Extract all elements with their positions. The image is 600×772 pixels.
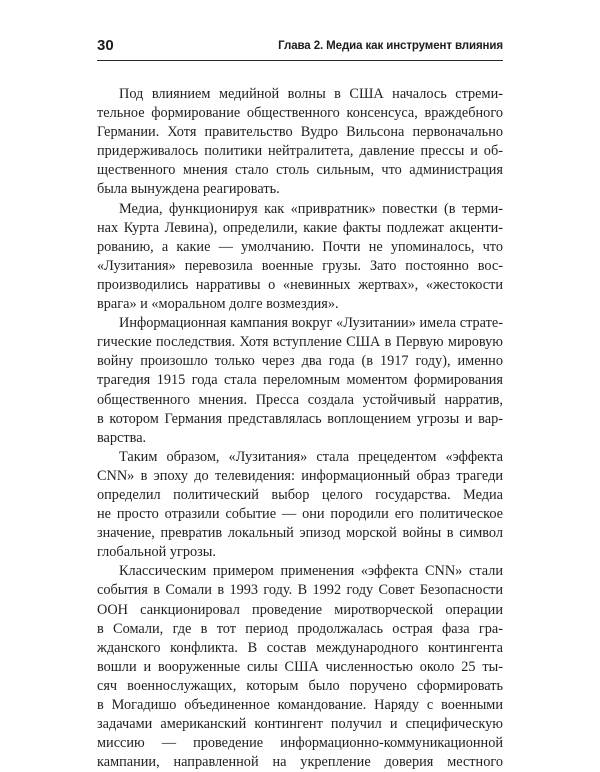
text-line: общественного мнения. Пресса создала устойчивый нарратив, [97, 391, 503, 408]
text-line: глобальной угрозы. [97, 544, 216, 561]
text-line: события в Сомали в 1993 году. В 1992 году Совет Безопасности [97, 582, 503, 599]
text-line: трагедия 1915 года стала переломным моментом формирования [97, 372, 503, 389]
text-line: нах Курта Левина), определили, какие факты подлежат акценти- [97, 219, 503, 236]
paragraph [97, 200, 503, 315]
text-line: вошли и вооруженные силы США численностью около 25 ты- [97, 658, 503, 675]
page-number: 30 [97, 37, 114, 54]
text-line: «Лузитания» перевозила военные грузы. Зато постоянно вос- [97, 257, 503, 274]
text-line: задачами американский контингент получил и специфическую [97, 716, 503, 733]
text-line: рованию, а какие — умолчанию. Почти не упоминалось, что [97, 238, 503, 255]
paragraph [97, 448, 503, 563]
text-line: Медиа, функционируя как «привратник» повестки (в терми- [119, 200, 503, 217]
text-line: была вынуждена реагировать. [97, 181, 280, 198]
text-line: миссию — проведение информационно-коммуникационной [97, 735, 503, 752]
text-line: варства. [97, 429, 147, 446]
text-line: производились нарративы о «невинных жертвах», «жестокости [97, 276, 503, 293]
text-line: в Могадишо объединенное командование. Наряду с военными [97, 697, 503, 713]
text-line: сяч военнослужащих, которым было поручено сформировать [97, 677, 503, 694]
text-line: придерживалось политики нейтралитета, давление прессы и об- [97, 143, 503, 160]
text-line: Классическим примером применения «эффекта CNN» стали [119, 563, 503, 580]
text-line: гические последствия. Хотя вступление США в Первую мировую [97, 334, 503, 351]
paragraph [97, 314, 503, 448]
header-divider [97, 60, 503, 61]
text-line: кампании, направленной на укрепление доверия местного [97, 754, 503, 771]
text-line: Таким образом, «Лузитания» стала прецедентом «эффекта [119, 448, 503, 465]
text-line: в Сомали, где в тот период продолжалась острая фаза гра- [97, 620, 503, 637]
body-text [97, 85, 503, 772]
text-line: Под влиянием медийной волны в США началось стреми- [119, 86, 503, 102]
running-title: Глава 2. Медиа как инструмент влияния [278, 40, 503, 52]
text-line: ООН санкционировал проведение миротворческой операции [97, 601, 503, 618]
text-line: определил политический выбор целого государства. Медиа [97, 486, 503, 503]
text-line: значение, превратив локальный эпизод морской войны в символ [97, 525, 503, 542]
text-line: CNN» в эпоху до телевидения: информационный образ трагеди [97, 467, 503, 484]
text-line: в котором Германия представлялась воплощением угрозы и вар- [97, 410, 503, 427]
paragraph [97, 562, 503, 772]
text-line: Германии. Хотя правительство Вудро Вильсона первоначально [97, 124, 503, 141]
text-line: щественного мнения стало столь сильным, что администрация [97, 162, 503, 179]
paragraph [97, 85, 503, 200]
text-line: не просто отразили событие — они породили его политическое [97, 506, 503, 523]
text-line: Информационная кампания вокруг «Лузитании» имела страте- [119, 315, 503, 332]
page-header [97, 36, 503, 58]
text-line: врага» и «моральном долге возмездия». [97, 296, 339, 313]
text-line: жданского конфликта. В состав международного контингента [97, 639, 503, 656]
text-line: тельное формирование общественного консенсуса, враждебного [97, 105, 503, 122]
text-line: войну произошло только через два года (в 1917 году), именно [97, 353, 503, 370]
